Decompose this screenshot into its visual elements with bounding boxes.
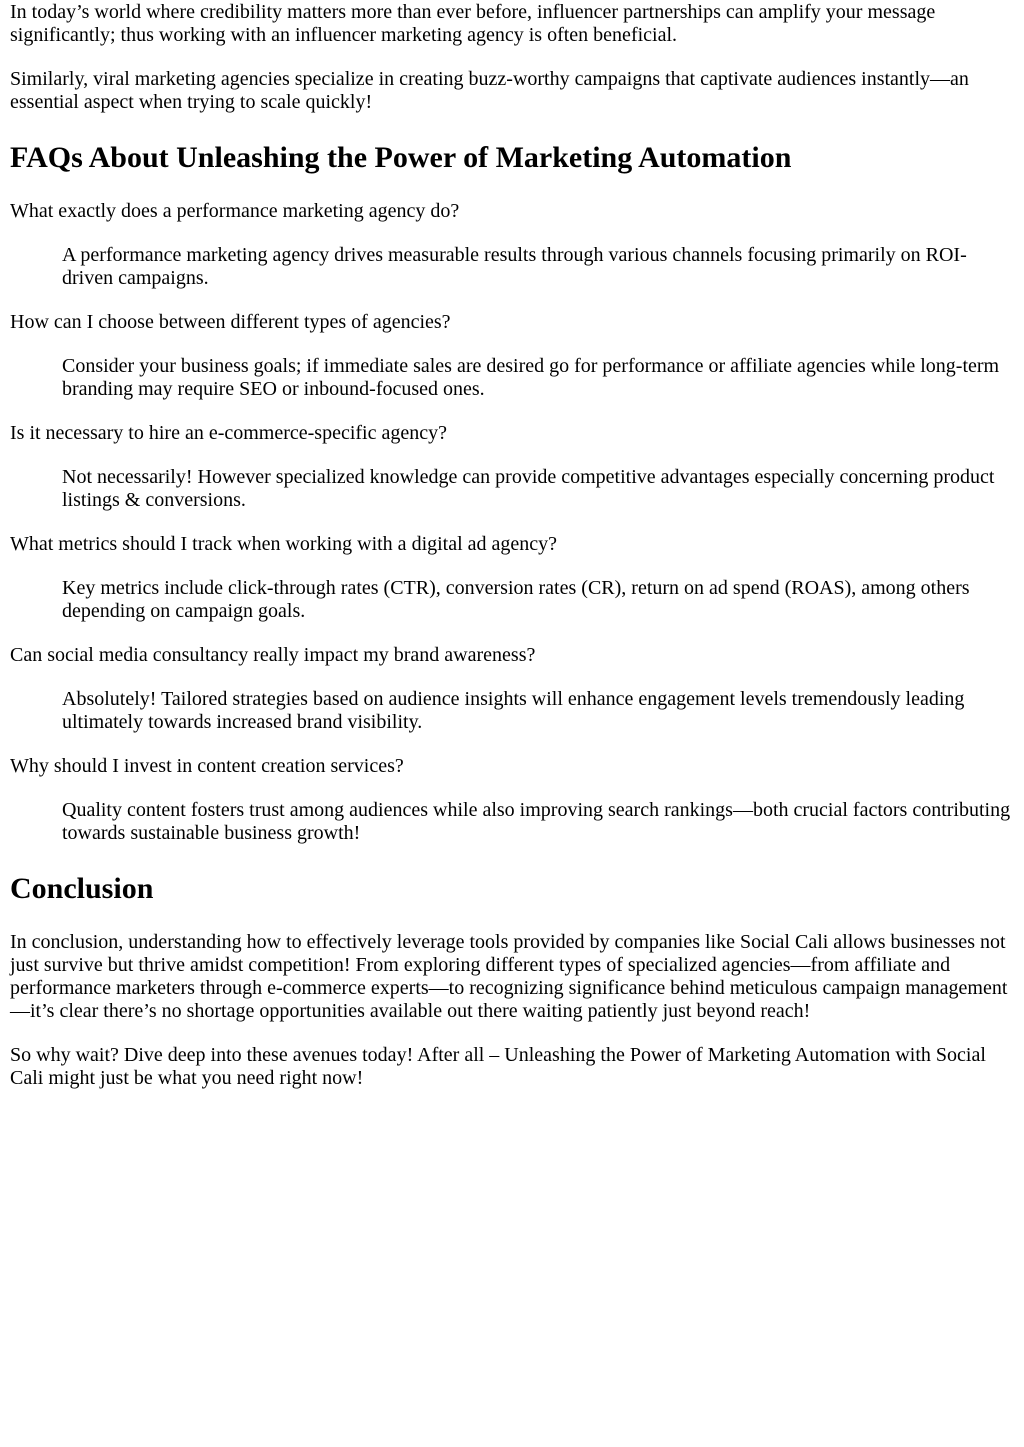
closing-paragraph: So why wait? Dive deep into these avenues today! After all – Unleashing the Power of Marketing Automation with Social Cali might just be what you need right now! xyxy=(10,1044,986,1089)
faq-answer: Key metrics include click-through rates (CTR), conversion rates (CR), return on ad spend (ROAS), among others depending on campaign goals. xyxy=(62,577,970,622)
conclusion-paragraph: In conclusion, understanding how to effectively leverage tools provided by companies like Social Cali allows businesses not just survive but thrive amidst competition! From exploring different types of specialized agencies—from affiliate and performance marketers through e-commerce experts—to recognizing significance behind meticulous campaign management—it’s clear there’s no shortage opportunities available out there waiting patiently just beyond reach! xyxy=(10,931,1008,1022)
intro-paragraph-viral: Similarly, viral marketing agencies specialize in creating buzz-worthy campaigns that captivate audiences instantly—an essential aspect when trying to scale quickly! xyxy=(10,68,969,113)
faq-answer: Absolutely! Tailored strategies based on audience insights will enhance engagement levels tremendously leading ultimately towards increased brand visibility. xyxy=(62,688,965,733)
intro-paragraph-influencer: In today’s world where credibility matters more than ever before, influencer partnerships can amplify your message significantly; thus working with an influencer marketing agency is often beneficial. xyxy=(10,1,936,46)
faq-answer: Quality content fosters trust among audiences while also improving search rankings—both crucial factors contributing towards sustainable business growth! xyxy=(62,799,1011,844)
conclusion-heading: Conclusion xyxy=(10,872,154,905)
faq-question: Is it necessary to hire an e-commerce-specific agency? xyxy=(10,422,447,444)
article xyxy=(0,1,1024,1090)
faq-list xyxy=(10,200,1014,845)
faq-question: What exactly does a performance marketing agency do? xyxy=(10,200,460,222)
faqs-heading: FAQs About Unleashing the Power of Marketing Automation xyxy=(10,141,792,174)
faq-answer: Not necessarily! However specialized knowledge can provide competitive advantages especially concerning product listings & conversions. xyxy=(62,466,995,511)
faq-question: Why should I invest in content creation services? xyxy=(10,755,404,777)
faq-question: How can I choose between different types of agencies? xyxy=(10,311,451,333)
faq-question: Can social media consultancy really impact my brand awareness? xyxy=(10,644,536,666)
faq-answer: A performance marketing agency drives measurable results through various channels focusing primarily on ROI-driven campaigns. xyxy=(62,244,967,289)
faq-answer: Consider your business goals; if immediate sales are desired go for performance or affiliate agencies while long-term branding may require SEO or inbound-focused ones. xyxy=(62,355,1000,400)
faq-question: What metrics should I track when working with a digital ad agency? xyxy=(10,533,558,555)
